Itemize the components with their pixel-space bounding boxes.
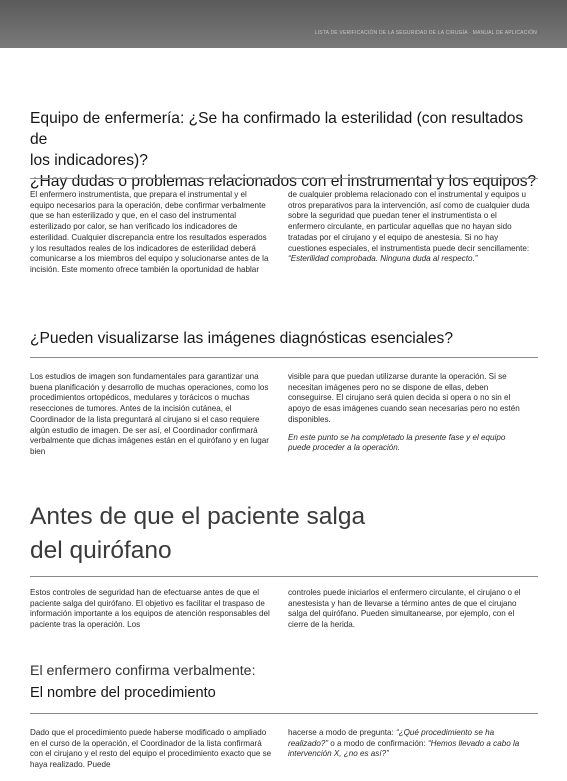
paragraph: [288, 728, 530, 760]
body-column-left: [30, 190, 272, 276]
quote-italic: “¿Qué procedimiento se ha realizado?”: [288, 728, 495, 748]
divider-rule: [30, 576, 538, 577]
paragraph: Los estudios de imagen son fundamentales para garantizar una buena planificación y desarrollo de muchas operaciones, como los procedimientos ortopédicos, medulares y torácicos o muchas resecciones de tumores. Antes de la incisión cutánea, el Coordinador de la lista preguntará al cirujano si el caso requiere algún estudio de imagen. De ser así, el Coordinador confirmará verbalmente que dichas imágenes están en el quirófano y en lugar bien: [30, 372, 269, 456]
title-line-2: del quirófano: [30, 537, 172, 564]
paragraph: [288, 190, 530, 265]
body-column-left: [30, 728, 272, 771]
italic-note: En este punto se ha completado la presente fase y el equipo puede proceder a la operación.: [288, 432, 506, 453]
paragraph: El enfermero instrumentista, que prepara el instrumental y el equipo necesarios para la operación, debe confirmar verbalmente que se han esterilizado y que, en el caso del instrumental esterilizado por calor, se han verificado los indicadores de esterilidad. Cualquier discrepancia entre los resultados esperados y los resultados reales de los indicadores de esterilidad deberá comunicarse a los miembros del equipo y solucionarse antes de la incisión. Este momento ofrece también la oportunidad de hablar: [30, 190, 269, 274]
section-heading-imaging: ¿Pueden visualizarse las imágenes diagnósticas esenciales?: [30, 330, 454, 347]
top-header-band: [0, 0, 567, 48]
subtitle-nurse-confirms: El enfermero confirma verbalmente:: [30, 663, 256, 679]
section-heading-sterility: [30, 108, 540, 192]
heading-line-2: los indicadores)?: [30, 152, 148, 169]
paragraph: Estos controles de seguridad han de efectuarse antes de que el paciente salga del quirófano. El objetivo es facilitar el traspaso de información importante a los equipos de atención responsables del paciente tras la operación. Los: [30, 588, 270, 630]
body-column-left: [30, 372, 272, 458]
quote-italic: “Esterilidad comprobada. Ninguna duda al respecto.”: [288, 254, 478, 264]
body-column-left: [30, 588, 272, 631]
body-column-right: [288, 190, 530, 265]
paragraph-italic: [288, 433, 530, 454]
section-heading-procedure-name: El nombre del procedimiento: [30, 685, 216, 701]
paragraph: visible para que puedan utilizarse durante la operación. Si se necesitan imágenes pero no se dispone de ellas, deben conseguirse. El cirujano será quien decida si opera o no sin el apoyo de esas imágenes cuando sean necesarias pero no estén disponibles.: [288, 372, 520, 424]
paragraph-text: de cualquier problema relacionado con el instrumental y equipos u otros preparativos para la intervención, así como de cualquier duda sobre la seguridad que puedan tener el instrumentista o el enfermero circulante, en particular aquellas que no hayan sido tratadas por el cirujano y el equipo de anestesia. Si no hay cuestiones especiales, el instrumentista puede decir sencillamente:: [288, 190, 530, 253]
body-column-right: [288, 588, 530, 631]
divider-rule: [30, 357, 538, 358]
divider-rule: [30, 713, 538, 714]
paragraph: Dado que el procedimiento puede haberse modificado o ampliado en el curso de la operación, el Coordinador de la lista confirmará con el cirujano y el resto del equipo el procedimiento exacto que se haya realizado. Puede: [30, 728, 272, 770]
heading-line-3: ¿Hay dudas o problemas relacionados con el instrumental y los equipos?: [30, 173, 537, 190]
paragraph-text: o a modo de confirmación:: [330, 738, 426, 748]
divider-rule: [30, 178, 538, 179]
paragraph: controles puede iniciarlos el enfermero circulante, el cirujano o el anestesista y han de llevarse a término antes de que el cirujano salga del quirófano. Pueden simultanearse, por ejemplo, con el cierre de la herida.: [288, 588, 521, 630]
title-line-1: Antes de que el paciente salga: [30, 503, 366, 530]
section-title-before-leaving: [30, 500, 450, 568]
quote-italic: “Hemos llevado a cabo la intervención X, ¿no es así?”: [288, 738, 520, 759]
body-column-right: [288, 728, 530, 760]
body-column-right: [288, 372, 530, 454]
heading-line-1: Equipo de enfermería: ¿Se ha confirmado la esterilidad (con resultados de: [30, 110, 524, 148]
paragraph-text: hacerse a modo de pregunta:: [288, 728, 394, 737]
running-header-text: LISTA DE VERIFICACIÓN DE LA SEGURIDAD DE LA CIRUGÍA · MANUAL DE APLICACIÓN: [314, 30, 537, 36]
